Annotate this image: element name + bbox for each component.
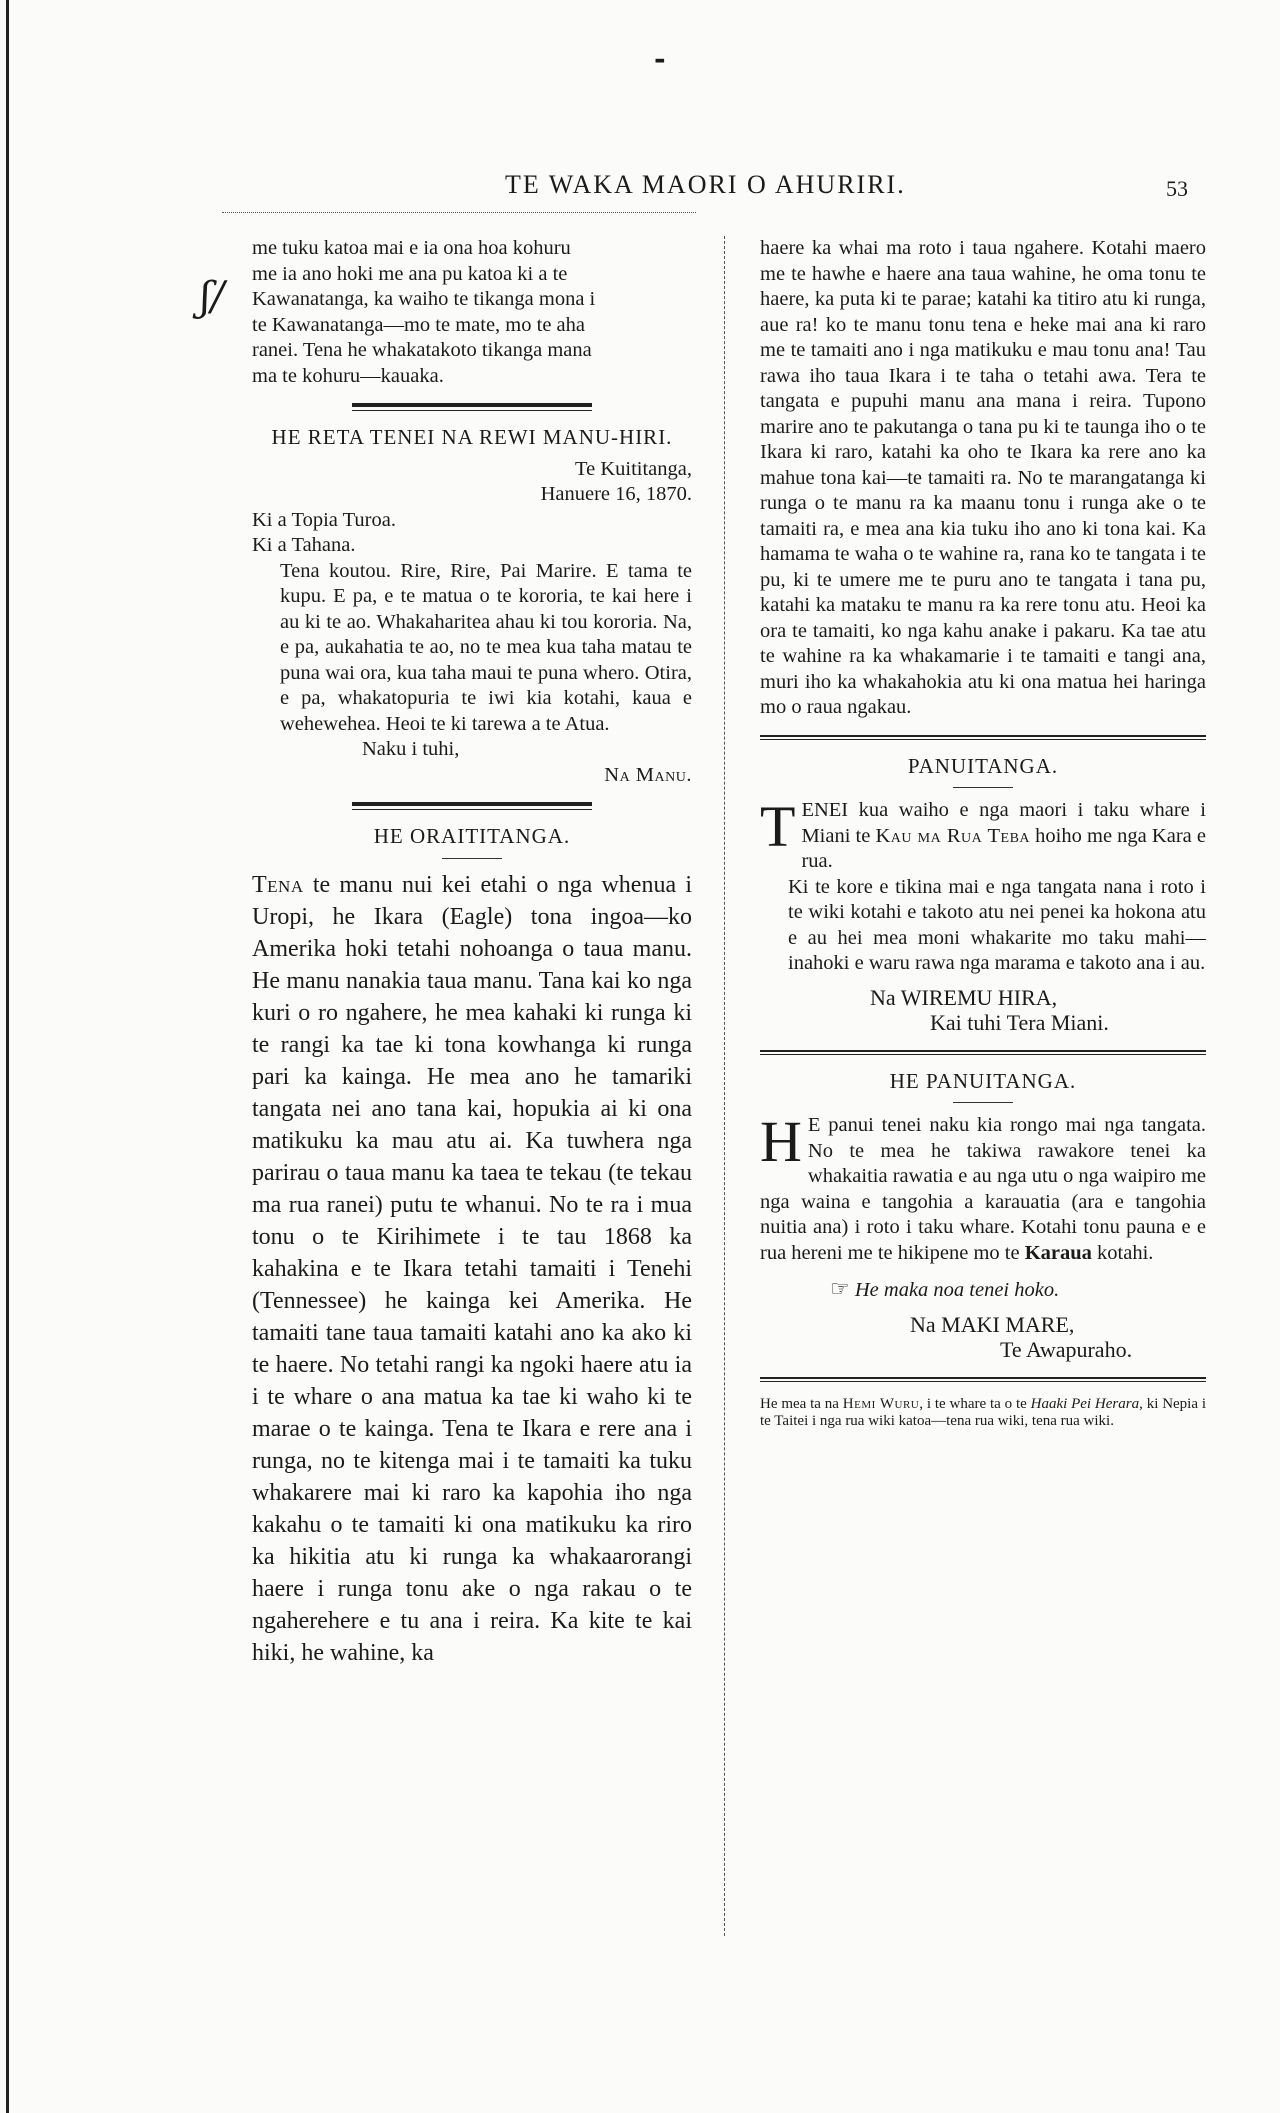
section-rule bbox=[760, 1377, 1206, 1382]
letter-place: Te Kuititanga, bbox=[575, 457, 692, 480]
letter-closing: Naku i tuhi, bbox=[362, 738, 460, 760]
imprint-prefix: He mea ta na bbox=[760, 1395, 843, 1412]
section-rule bbox=[760, 735, 1206, 740]
letter-recipient: Ki a Tahana. bbox=[252, 534, 356, 556]
left-column bbox=[252, 236, 692, 1669]
pointing-hand-icon: ☞ bbox=[830, 1276, 850, 1301]
article-continuation: haere ka whai ma roto i taua ngahere. Kotahi maero me te hawhe e haere ana taua wahine, he oma tonu te haere, ka puta ki te parae; katahi ka titiro atu ki runga, aue ra! ko te manu tonu tena e heke mai ana ki raro me te tamaiti ano i nga matikuku e mau tonu ana! Tau rawa iho taua Ikara i te taha o tetahi awa. Tera te tangata e pupuhi manu ana mana i reira. Tupono marire ano te pakutanga o tana pu ki te taunga iho o te Ikara ki raro, katahi ka oho te Ikara ka rere ano ka mahue tona kai—te tamaiti ra. No te marangatanga ki runga o te manu ra ka maanu tonu i runga ake o te tamaiti ra, e mea ana kia tuku iho ano ki tona kai. Ka hamama te waha o te wahine ra, rana ko te tangata i te pu, ki te umere me te puru ano te tangata i tana pu, katahi ka mataku te manu ra ka rere tonu atu. Heoi ka ora te tamaiti, ko nga kahu anake i pakaru. Ka tae atu te wahine ra ka whakamarie i te tamaiti e tangi ana, muri iho ka whakahokia atu ki ona matua hei haringa mo o raua ngakau. bbox=[760, 237, 1206, 718]
newspaper-title: TE WAKA MAORI O AHURIRI. bbox=[505, 170, 906, 199]
section-rule bbox=[352, 403, 592, 411]
dropcap-letter: H bbox=[760, 1109, 802, 1174]
page-number: 53 bbox=[1166, 176, 1188, 201]
notice2-signature-place: Te Awapuraho. bbox=[1000, 1337, 1133, 1362]
intro-continuation bbox=[252, 236, 692, 389]
letter-signature: Na Manu. bbox=[604, 763, 692, 786]
notice1-signature-name: Na WIREMU HIRA, bbox=[870, 984, 1058, 1010]
right-column bbox=[760, 236, 1206, 1430]
notice2-bold: Karaua bbox=[1024, 1241, 1092, 1264]
notice1-text: ENEI kua waiho e nga maori i taku whare i Miani te bbox=[801, 799, 1206, 847]
intro-line: te Kawanatanga—mo te mate, mo te aha bbox=[252, 313, 585, 336]
intro-line: ma te kohuru—kauaka. bbox=[252, 364, 444, 387]
letter-heading: HE RETA TENEI NA REWI MANU-HIRI. bbox=[271, 425, 673, 449]
notice1-text-end: hoiho me nga Kara e rua. bbox=[801, 824, 1206, 872]
heading-underline bbox=[953, 1102, 1013, 1103]
letter-recipient: Ki a Topia Turoa. bbox=[252, 508, 396, 531]
article-lead: Tena bbox=[252, 871, 304, 898]
notice2-italic-note: He maka noa tenei hoko. bbox=[854, 1279, 1060, 1301]
header-rule bbox=[222, 212, 696, 213]
notice1-paragraph2: Ki te kore e tikina mai e nga tangata nana i roto i te wiki kotahi e takoto atu nei penei ka hokona atu e au hei mea moni whakarite mo taku mahi—inahoki e waru rawa nga marama e takoto ana i au. bbox=[788, 875, 1206, 974]
article-text: te manu nui kei etahi o nga whenua i Uropi, he Ikara (Eagle) tona ingoa—ko Amerika hoki tetahi nohoanga o taua manu. He manu nanakia taua manu. Tana kai ko nga kuri o ro ngahere, he mea kahaki ki runga ki te rangi ka tae ki tona kowhanga ki runga pari ka kainga. He mea ano he tamariki tangata nei ano tana kai, hopukia ai ki ona matikuku ka mau atu ai. Ka tuwhera nga parirau o taua manu ka taea te tekau (te tekau ma rua ranei) putu te whanui. No te ra i mua tonu o te Kirihimete i te tau 1868 ka kahakina e te Ikara tetahi tamaiti i Tenehi (Tennessee) he kainga kei Amerika. He tamaiti tane taua tamaiti katahi ano ka ako ki te haere. No tetahi rangi ka ngoki haere atu ia i te whare o ana matua ka tae ki waho ki te marae o te kainga. Tena te Ikara e rere ana i runga, no te kitenga mai i te tamaiti ka tuku whakarere mai ki raro ka kapohia iho nga kakahu o te tamaiti ki ona matikuku ka riro ka hikitia atu ki runga ka whakaarorangi haere i runga tonu ake o nga rakau o te ngaherehere e tu ana i reira. Ka kite te kai hiki, he wahine, ka bbox=[252, 871, 693, 1666]
imprint-middle: , i te whare ta o te bbox=[919, 1395, 1031, 1412]
imprint-suffix: , ki Nepia i te Taitei i nga rua wiki katoa—tena rua wiki, tena rua wiki. bbox=[760, 1395, 1207, 1429]
notice1-signature-title: Kai tuhi Tera Miani. bbox=[930, 1010, 1109, 1035]
column-divider bbox=[724, 236, 725, 1936]
section-rule bbox=[352, 802, 592, 810]
imprint-paper-name: Haaki Pei Herara bbox=[1030, 1395, 1140, 1412]
notice1-heading: PANUITANGA. bbox=[907, 753, 1059, 778]
margin-proof-mark: ʃ/ bbox=[200, 274, 225, 320]
notice2-paragraph bbox=[760, 1109, 1206, 1266]
notice2-heading: HE PANUITANGA. bbox=[889, 1068, 1077, 1093]
notice1-emphasis: Kau ma Rua Teba bbox=[875, 824, 1031, 847]
article-heading: HE ORAITITANGA. bbox=[373, 824, 571, 848]
notice2-note-line bbox=[760, 1276, 1206, 1304]
intro-line: me tuku katoa mai e ia ona hoa kohuru bbox=[252, 237, 571, 259]
letter-date: Hanuere 16, 1870. bbox=[540, 483, 692, 505]
heading-underline bbox=[442, 858, 502, 859]
dropcap-letter: T bbox=[760, 794, 796, 859]
top-dash-mark: - bbox=[654, 42, 666, 75]
notice1-paragraph1 bbox=[760, 794, 1206, 875]
letter-body: Tena koutou. Rire, Rire, Pai Marire. E tama te kupu. E pa, e te matua o te kororia, te kai here i au ki te ao. Whakaharitea ahau ki tou kororia. Na, e pa, aukahatia te ao, no te mea kua taha matau te puna wai ora, kua taha maui te puna whero. Otira, e pa, whakatopuria te iwi kia kotahi, kaua e wehewehea. Heoi te ki tarewa a te Atua. bbox=[280, 559, 692, 735]
intro-line: Kawanatanga, ka waiho te tikanga mona i bbox=[252, 288, 596, 310]
intro-line: me ia ano hoki me ana pu katoa ki a te bbox=[252, 262, 568, 285]
imprint-printer: Hemi Wuru bbox=[842, 1395, 920, 1412]
page-edge-line bbox=[6, 0, 9, 2113]
section-rule bbox=[760, 1050, 1206, 1055]
article-body bbox=[252, 869, 692, 1669]
printer-imprint bbox=[760, 1396, 1206, 1430]
intro-line: ranei. Tena he whakatakoto tikanga mana bbox=[252, 339, 592, 361]
notice2-text: E panui tenei naku kia rongo mai nga tangata. No te mea he takiwa rawakore tenei ka whakaitia rawatia e au nga utu o nga waipiro me nga waina e tangohia a karauatia (ara e tangohia nuitia ana) i roto i taku whare. Kotahi tonu pauna e e rua hereni me te hikipene mo te bbox=[760, 1114, 1206, 1264]
notice2-text-end: kotahi. bbox=[1091, 1241, 1154, 1264]
notice2-signature-name: Na MAKI MARE, bbox=[910, 1311, 1075, 1337]
page-header bbox=[0, 170, 1280, 210]
heading-underline bbox=[953, 787, 1013, 788]
